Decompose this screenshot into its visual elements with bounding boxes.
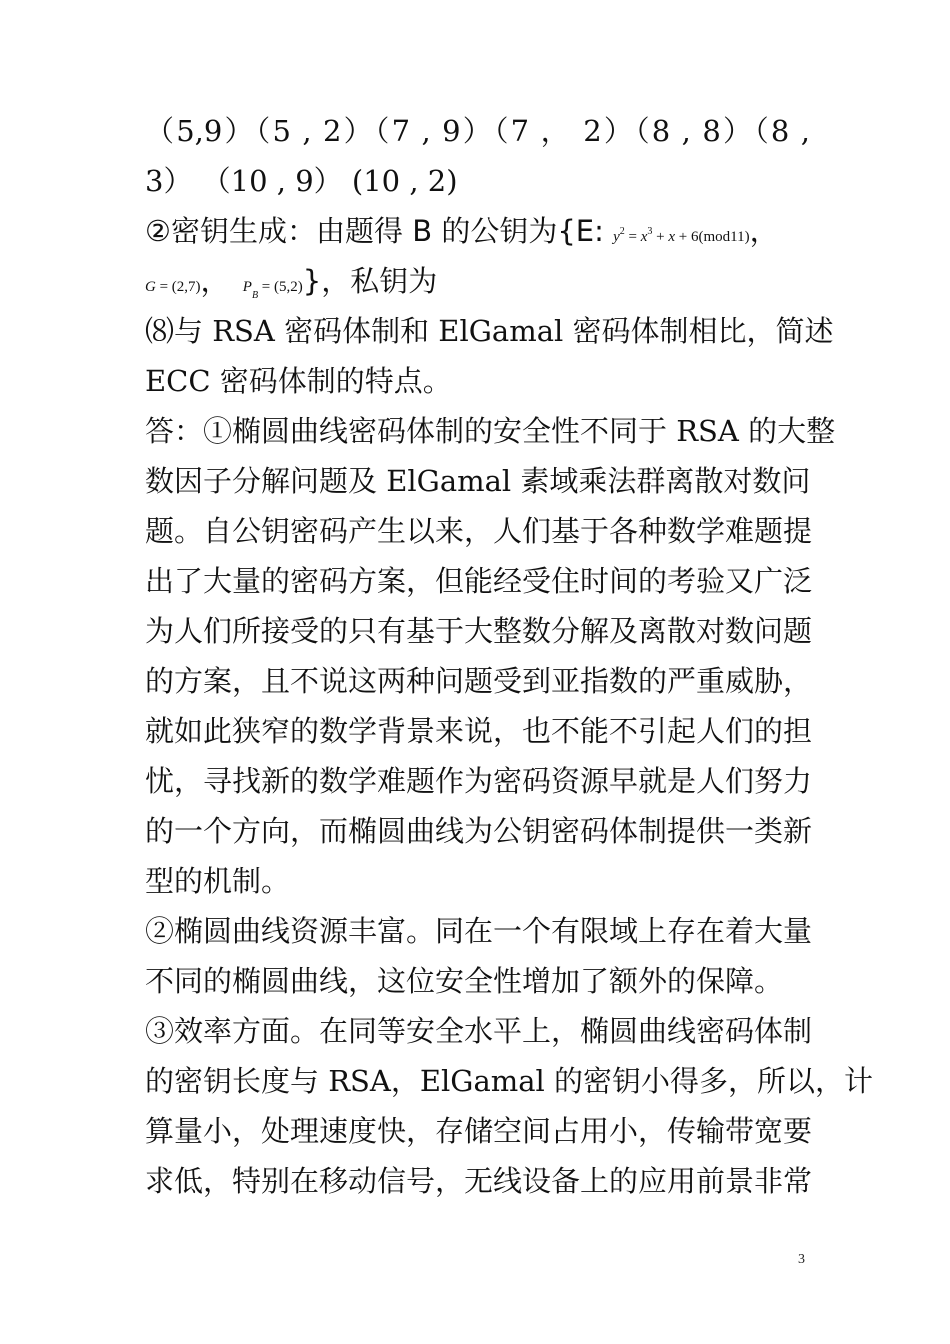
text-line: （5,9）（5 , 2）（7 , 9）（7 ， 2）（8 , 8）（8 , xyxy=(145,114,810,148)
formula-exp: 3 xyxy=(647,226,653,237)
formula-g-value: = (2,7) xyxy=(155,279,201,295)
text-body xyxy=(145,106,874,1206)
formula-mod: + 6(mod11) xyxy=(675,229,750,245)
text-line: 的方案，且不说这两种问题受到亚指数的严重威胁， xyxy=(145,664,813,698)
private-key-label: }，私钥为 xyxy=(302,264,438,298)
text-line-with-formula xyxy=(145,206,810,256)
formula-y: y xyxy=(613,229,620,245)
text-line: 忧，寻找新的数学难题作为密码资源早就是人们努力 xyxy=(145,764,813,798)
formula-g: G xyxy=(145,279,156,295)
text-line: 求低，特别在移动信号，无线设备上的应用前景非常 xyxy=(145,1164,813,1198)
punctuation: ， xyxy=(749,214,779,248)
formula-p-subscript: B xyxy=(251,290,259,301)
text-line-with-formula xyxy=(145,256,810,306)
text-line: 题。自公钥密码产生以来，人们基于各种数学难题提 xyxy=(145,514,813,548)
text-line: 的一个方向，而椭圆曲线为公钥密码体制提供一类新 xyxy=(145,814,813,848)
formula-p-value: = (5,2) xyxy=(258,279,303,295)
text-line: 数因子分解问题及 ElGamal 素域乘法群离散对数问 xyxy=(145,464,811,498)
text-line: 的密钥长度与 RSA，ElGamal 的密钥小得多，所以，计 xyxy=(145,1064,874,1098)
text-line: 答：①椭圆曲线密码体制的安全性不同于 RSA 的大整 xyxy=(145,414,836,448)
formula-x: x xyxy=(640,229,648,245)
text-line: 出了大量的密码方案，但能经受住时间的考验又广泛 xyxy=(145,564,813,598)
page-number: 3 xyxy=(798,1252,805,1267)
punctuation: ， xyxy=(200,264,239,298)
text-line: 为人们所接受的只有基于大整数分解及离散对数问题 xyxy=(145,614,813,648)
text-line: 型的机制。 xyxy=(145,864,291,898)
formula-plus: + xyxy=(652,229,669,245)
formula-p: P xyxy=(242,279,252,295)
text-line: 就如此狭窄的数学背景来说，也不能不引起人们的担 xyxy=(145,714,813,748)
text-line: 3） （10 , 9） (10 , 2) xyxy=(145,164,458,198)
text-line: 不同的椭圆曲线，这位安全性增加了额外的保障。 xyxy=(145,964,784,998)
key-gen-label: ②密钥生成：由题得 B 的公钥为{E: xyxy=(145,214,614,248)
text-line: ⑻与 RSA 密码体制和 ElGamal 密码体制相比，简述 xyxy=(145,314,834,348)
text-line: ③效率方面。在同等安全水平上，椭圆曲线密码体制 xyxy=(145,1014,813,1048)
text-line: 算量小，处理速度快，存储空间占用小，传输带宽要 xyxy=(145,1114,813,1148)
formula-eq: = xyxy=(624,229,641,245)
formula-exp: 2 xyxy=(619,226,625,237)
text-line: ECC 密码体制的特点。 xyxy=(145,364,452,398)
formula-x: x xyxy=(668,229,676,245)
text-line: ②椭圆曲线资源丰富。同在一个有限域上存在着大量 xyxy=(145,914,813,948)
